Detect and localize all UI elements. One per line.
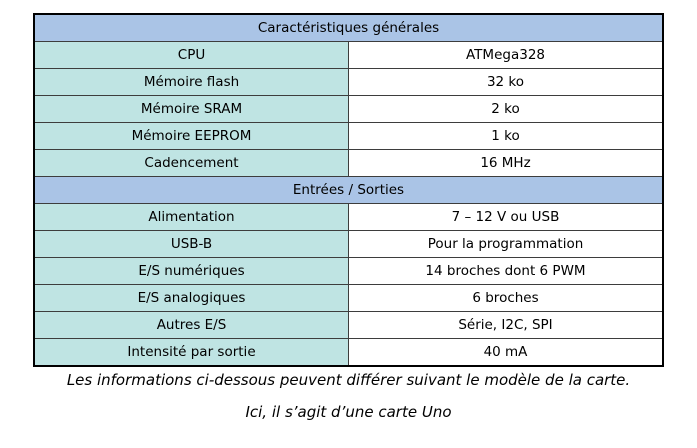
spec-value: 6 broches bbox=[349, 285, 664, 312]
table-row bbox=[34, 42, 663, 69]
spec-label: Mémoire EEPROM bbox=[34, 123, 349, 150]
specifications-table bbox=[33, 13, 664, 367]
spec-label: CPU bbox=[34, 42, 349, 69]
spec-label: USB-B bbox=[34, 231, 349, 258]
spec-value: 1 ko bbox=[349, 123, 664, 150]
table-row bbox=[34, 258, 663, 285]
spec-label: Mémoire flash bbox=[34, 69, 349, 96]
spec-label: Autres E/S bbox=[34, 312, 349, 339]
section-header-row bbox=[34, 14, 663, 42]
table-row bbox=[34, 312, 663, 339]
table-row bbox=[34, 204, 663, 231]
spec-value: ATMega328 bbox=[349, 42, 664, 69]
table-row bbox=[34, 123, 663, 150]
spec-value: 7 – 12 V ou USB bbox=[349, 204, 664, 231]
caption bbox=[0, 371, 697, 435]
spec-label: E/S analogiques bbox=[34, 285, 349, 312]
specifications-table-body bbox=[34, 14, 663, 366]
spec-label: Mémoire SRAM bbox=[34, 96, 349, 123]
table-row bbox=[34, 339, 663, 367]
table-row bbox=[34, 285, 663, 312]
spec-value: 16 MHz bbox=[349, 150, 664, 177]
table-row bbox=[34, 96, 663, 123]
spec-label: Alimentation bbox=[34, 204, 349, 231]
table-row bbox=[34, 69, 663, 96]
spec-label: Intensité par sortie bbox=[34, 339, 349, 367]
spec-value: 14 broches dont 6 PWM bbox=[349, 258, 664, 285]
section-header-row bbox=[34, 177, 663, 204]
spec-label: Cadencement bbox=[34, 150, 349, 177]
table-row bbox=[34, 150, 663, 177]
section-header: Caractéristiques générales bbox=[34, 14, 663, 42]
spec-label: E/S numériques bbox=[34, 258, 349, 285]
spec-value: 2 ko bbox=[349, 96, 664, 123]
section-header: Entrées / Sorties bbox=[34, 177, 663, 204]
table-row bbox=[34, 231, 663, 258]
caption-line-2: Ici, il s’agit d’une carte Uno bbox=[245, 403, 452, 421]
spec-value: Série, I2C, SPI bbox=[349, 312, 664, 339]
spec-value: 32 ko bbox=[349, 69, 664, 96]
caption-line-1: Les informations ci-dessous peuvent différer suivant le modèle de la carte. bbox=[66, 371, 631, 389]
spec-value: Pour la programmation bbox=[349, 231, 664, 258]
spec-value: 40 mA bbox=[349, 339, 664, 367]
